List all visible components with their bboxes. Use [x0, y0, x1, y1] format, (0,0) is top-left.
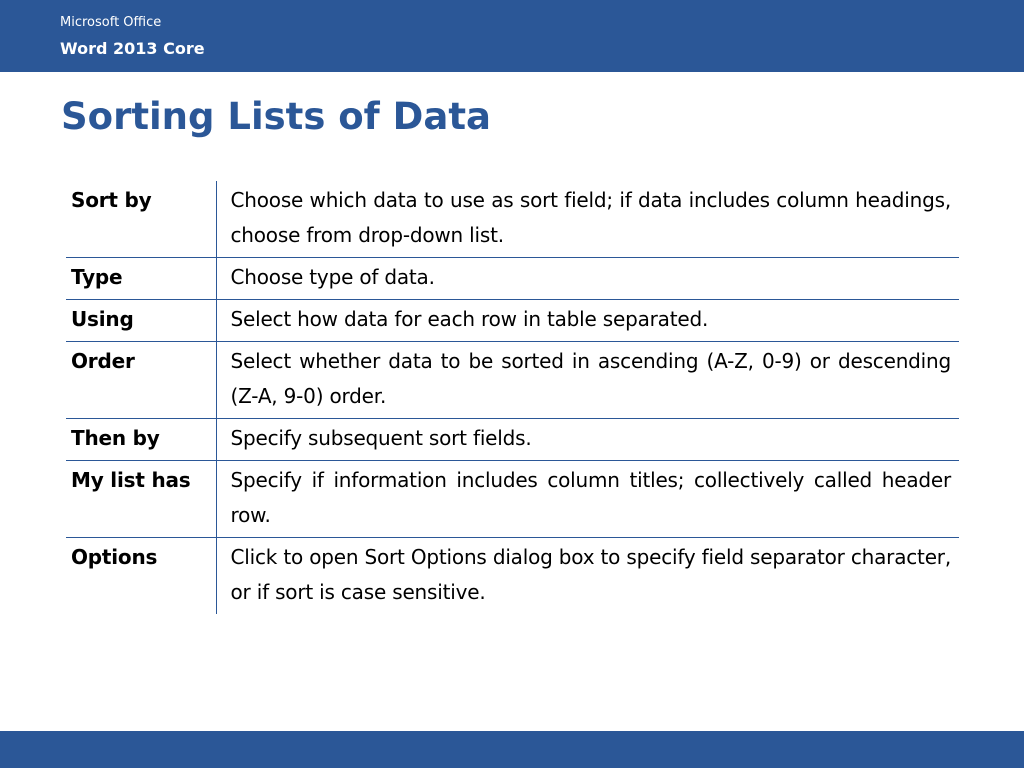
- row-description: Click to open Sort Options dialog box to specify field separator character, or if sort is case sensitive.: [216, 538, 959, 615]
- table-row: [66, 181, 959, 258]
- slide-title: Sorting Lists of Data: [61, 95, 491, 138]
- course-name: Word 2013 Core: [60, 39, 205, 58]
- row-term: Then by: [66, 419, 216, 461]
- row-term: Order: [66, 342, 216, 419]
- product-name: Microsoft Office: [60, 15, 162, 30]
- row-description: Choose which data to use as sort field; if data includes column headings, choose from drop-down list.: [230, 188, 951, 247]
- row-description: Choose type of data.: [216, 258, 959, 300]
- table-row: [66, 538, 959, 615]
- row-description: Select how data for each row in table separated.: [216, 300, 959, 342]
- row-term: Options: [66, 538, 216, 615]
- table-row: [66, 419, 959, 461]
- row-description: Specify subsequent sort fields.: [216, 419, 959, 461]
- row-term: My list has: [66, 461, 216, 538]
- table-row: [66, 300, 959, 342]
- table-row: [66, 342, 959, 419]
- table-row: [66, 461, 959, 538]
- footer-bar: [0, 731, 1024, 768]
- row-description: Specify if information includes column titles; collectively called header row.: [216, 461, 959, 538]
- row-description: Select whether data to be sorted in ascending (A-Z, 0-9) or descending (Z-A, 9-0) order.: [216, 342, 959, 419]
- header-bar: [0, 0, 1024, 72]
- sort-options-table: [66, 181, 959, 614]
- row-term: Using: [66, 300, 216, 342]
- table-row: [66, 258, 959, 300]
- row-term: Type: [66, 258, 216, 300]
- row-term: Sort by: [66, 181, 216, 258]
